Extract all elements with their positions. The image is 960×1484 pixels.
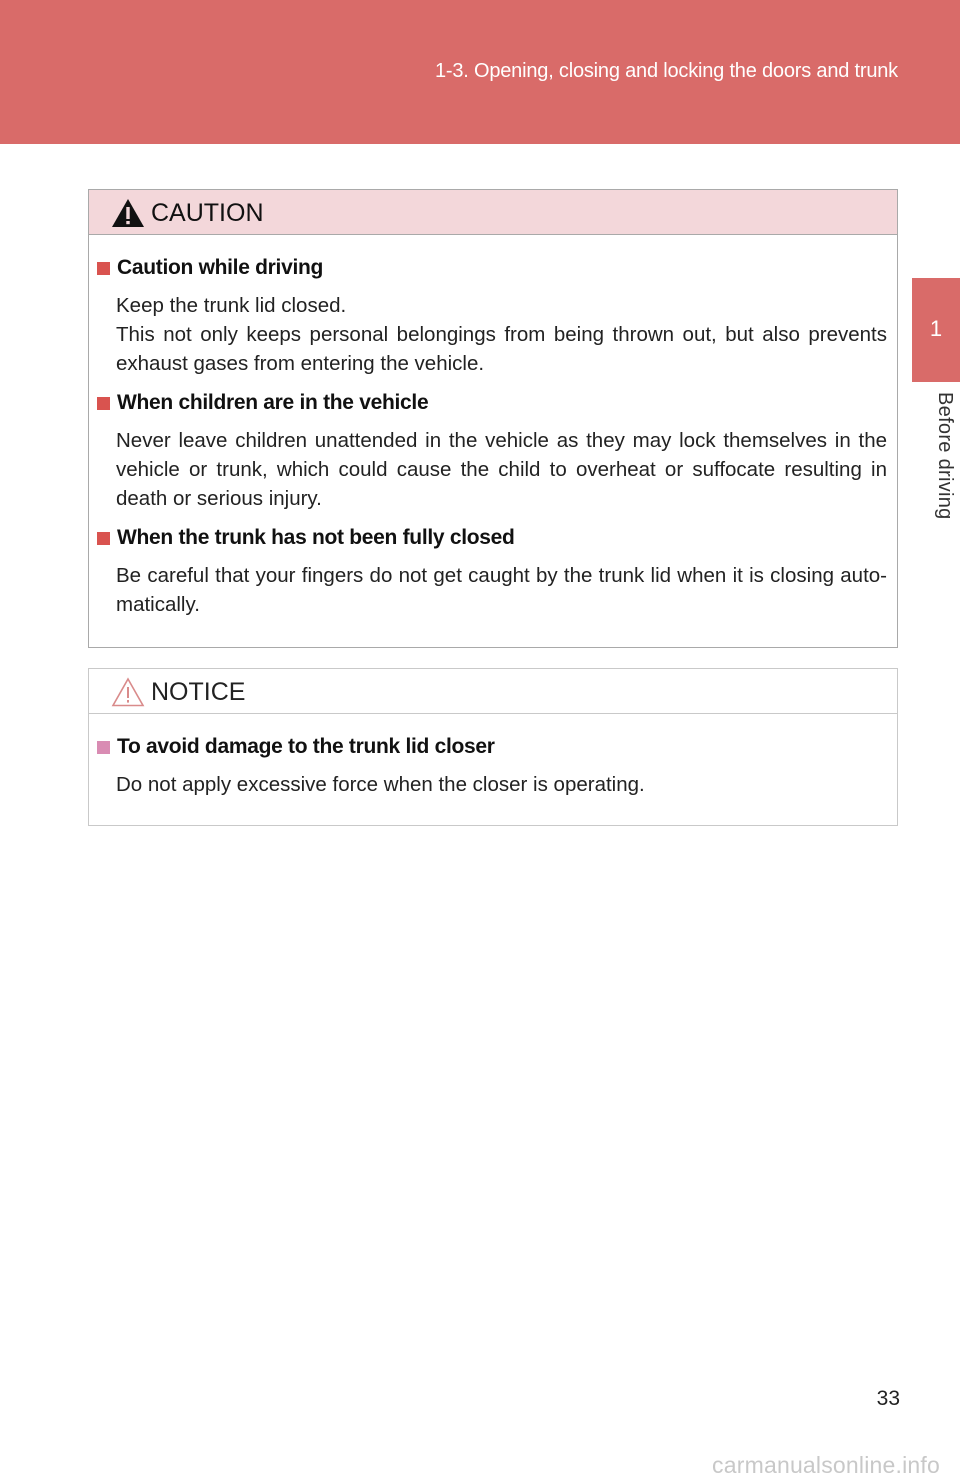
section-title: 1-3. Opening, closing and locking the doors and trunk [434,60,898,82]
caution-box [88,189,898,648]
chapter-tab [912,278,960,382]
caution-item-text: Keep the trunk lid closed. This not only keeps personal belongings from being thrown out, but also prevents exhaust gases from entering the vehicle. [116,294,887,375]
page-header [0,0,960,144]
square-bullet-icon [97,741,110,754]
caution-item-text: Never leave children unattended in the vehicle as they may lock themselves in the vehicle or trunk, which could cause the child to overheat or suffocate resulting in death or serious injury. [116,429,887,510]
chapter-number: 1 [929,316,943,341]
caution-title: CAUTION [151,199,264,227]
notice-header [89,669,897,714]
caution-header [89,190,897,235]
warning-triangle-icon [111,198,145,228]
caution-item-heading: When the trunk has not been fully closed [97,521,887,555]
caution-body [89,235,897,619]
square-bullet-icon [97,262,110,275]
page-number: 33 [876,1387,900,1410]
notice-title: NOTICE [151,678,246,706]
caution-item-heading: Caution while driving [97,251,887,285]
notice-item-heading: To avoid damage to the trunk lid closer [97,730,887,764]
caution-item-text: Be careful that your fingers do not get caught by the trunk lid when it is closing auto-matically. [116,564,887,616]
notice-item-text: Do not apply excessive force when the closer is operating. [116,773,645,796]
watermark: carmanualsonline.info [712,1452,940,1478]
notice-body [89,714,897,799]
chapter-label: Before driving [934,392,956,520]
square-bullet-icon [97,532,110,545]
square-bullet-icon [97,397,110,410]
warning-triangle-outline-icon [111,677,145,707]
caution-item-heading: When children are in the vehicle [97,386,887,420]
notice-box [88,668,898,826]
